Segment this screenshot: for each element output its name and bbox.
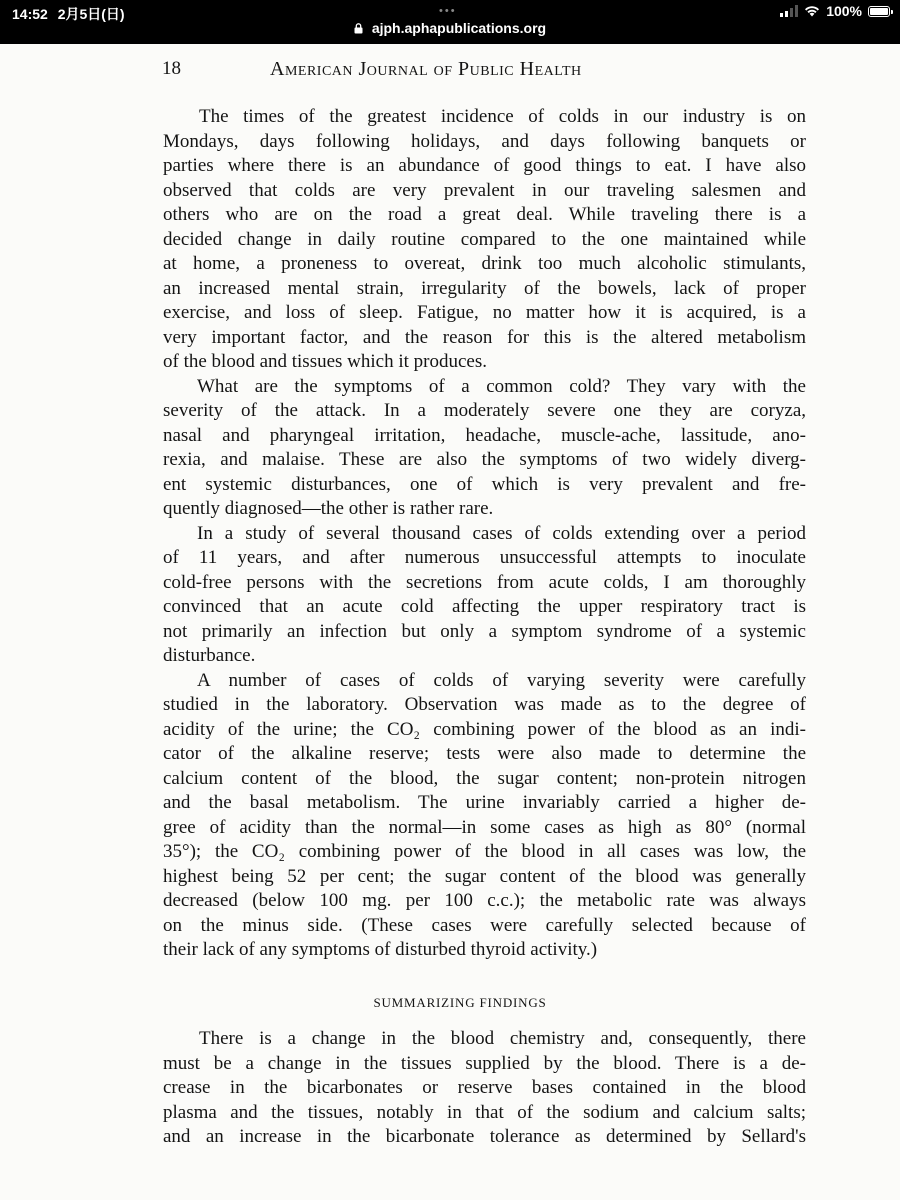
- article-body: [163, 105, 806, 963]
- wifi-icon: [804, 5, 820, 17]
- text-line: and the basal metabolism. The urine invariably carried a higher de-: [163, 792, 806, 813]
- text-line: In a study of several thousand cases of colds extending over a period: [197, 522, 806, 544]
- text-line: ent systemic disturbances, one of which is very prevalent and fre-: [163, 473, 806, 495]
- page-number: 18: [162, 58, 181, 79]
- address-bar[interactable]: [0, 20, 900, 36]
- section-heading: SUMMARIZING FINDINGS: [373, 995, 547, 1010]
- clock-date: 2月5日(日): [57, 6, 125, 22]
- text-line: cold-free persons with the secretions from acute colds, I am thoroughly: [163, 571, 806, 593]
- text-line: plasma and the tissues, notably in that of the sodium and calcium salts;: [163, 1101, 806, 1123]
- clock-time: 14:52: [12, 6, 48, 22]
- lock-icon: [354, 23, 363, 34]
- text-line: calcium content of the blood, the sugar content; non-protein nitrogen: [163, 767, 806, 789]
- text-line: parties where there is an abundance of good things to eat. I have also: [163, 155, 806, 176]
- battery-icon: [868, 6, 890, 17]
- status-bar: [0, 0, 900, 44]
- text-line: rexia, and malaise. These are also the symptoms of two widely diverg-: [163, 449, 806, 470]
- url-text: ajph.aphapublications.org: [371, 20, 547, 36]
- text-line: acidity of the urine; the CO₂ combining power of the blood as an indi-: [163, 718, 806, 740]
- summary-paragraph: [163, 1027, 806, 1150]
- text-line: What are the symptoms of a common cold? They vary with the: [197, 375, 806, 397]
- text-line: not primarily an infection but only a symptom syndrome of a systemic: [163, 620, 806, 642]
- text-line: of 11 years, and after numerous unsuccessful attempts to inoculate: [163, 547, 806, 568]
- text-line: others who are on the road a great deal. While traveling there is a: [163, 204, 806, 225]
- text-line: 35°); the CO₂ combining power of the blood in all cases was low, the: [163, 841, 806, 862]
- text-line: gree of acidity than the normal—in some cases as high as 80° (normal: [163, 816, 806, 838]
- text-line: cator of the alkaline reserve; tests were also made to determine the: [163, 743, 806, 764]
- multitasking-dots-icon[interactable]: •••: [439, 5, 457, 17]
- text-line: observed that colds are very prevalent in our traveling salesmen and: [163, 179, 806, 201]
- text-line: The times of the greatest incidence of colds in our industry is on: [199, 106, 806, 127]
- text-line: highest being 52 per cent; the sugar content of the blood was generally: [163, 865, 806, 887]
- text-line: quently diagnosed—the other is rather rare.: [163, 498, 494, 519]
- text-line: severity of the attack. In a moderately severe one they are coryza,: [163, 400, 806, 421]
- cellular-signal-icon: [780, 5, 798, 17]
- text-line: convinced that an acute cold affecting the upper respiratory tract is: [163, 596, 806, 617]
- text-line: There is a change in the blood chemistry and, consequently, there: [199, 1028, 806, 1049]
- text-line: disturbance.: [163, 645, 256, 666]
- text-line: A number of cases of colds of varying severity were carefully: [197, 669, 806, 691]
- text-line: at home, a proneness to overeat, drink too much alcoholic stimulants,: [163, 253, 806, 274]
- text-line: Mondays, days following holidays, and days following banquets or: [163, 130, 806, 152]
- text-line: decreased (below 100 mg. per 100 c.c.); the metabolic rate was always: [163, 890, 806, 911]
- text-line: on the minus side. (These cases were carefully selected because of: [163, 914, 806, 936]
- status-indicators: [780, 3, 890, 19]
- text-line: their lack of any symptoms of disturbed thyroid activity.): [163, 939, 598, 960]
- text-line: studied in the laboratory. Observation was made as to the degree of: [163, 694, 806, 715]
- text-line: and an increase in the bicarbonate tolerance as determined by Sellard's: [163, 1126, 806, 1147]
- text-line: very important factor, and the reason for this is the altered metabolism: [163, 326, 806, 348]
- scanned-journal-page: [0, 44, 900, 1200]
- text-line: nasal and pharyngeal irritation, headache, muscle-ache, lassitude, ano-: [163, 424, 806, 446]
- text-line: exercise, and loss of sleep. Fatigue, no matter how it is acquired, is a: [163, 302, 806, 323]
- text-line: of the blood and tissues which it produces.: [163, 351, 488, 372]
- text-line: must be a change in the tissues supplied by the blood. There is a de-: [163, 1052, 806, 1074]
- running-head: American Journal of Public Health: [270, 58, 582, 80]
- text-line: an increased mental strain, irregularity of the bowels, lack of proper: [163, 277, 806, 299]
- text-line: decided change in daily routine compared to the one maintained while: [163, 228, 806, 250]
- text-line: crease in the bicarbonates or reserve bases contained in the blood: [163, 1077, 806, 1098]
- battery-percent: 100%: [826, 3, 862, 19]
